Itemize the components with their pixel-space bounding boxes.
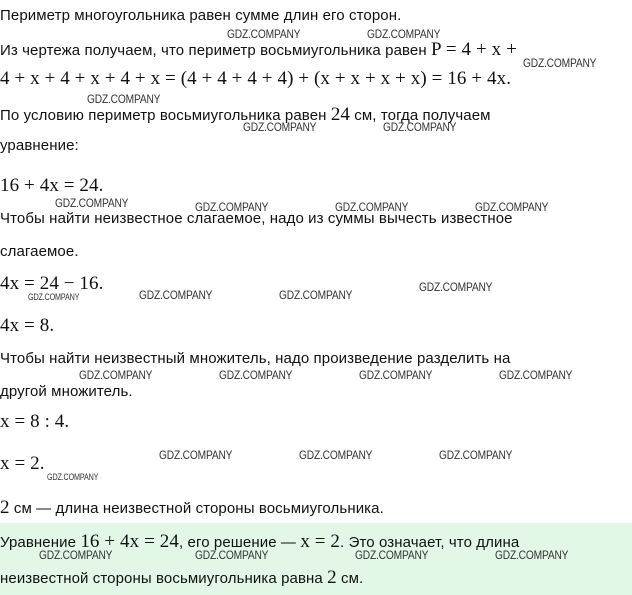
equation-4: x = 8 : 4. [0, 411, 70, 432]
answer-text-4: неизвестной стороны восьмиугольника равна [0, 570, 323, 587]
watermark: GDZ.COMPANY [243, 120, 317, 134]
equation-2: 4x = 24 − 16. [0, 273, 104, 294]
text-line-4b: см, тогда получаем [354, 107, 491, 124]
text-line-9: другой множитель. [0, 383, 133, 400]
number-24: 24 [330, 104, 351, 125]
watermark: GDZ.COMPANY [227, 27, 301, 41]
answer-text-3: . Это означает, что длина [340, 534, 520, 551]
answer-text-2: , его решение — [178, 534, 297, 551]
answer-number: 2 [327, 567, 337, 588]
watermark: GDZ.COMPANY [79, 368, 153, 382]
equation-3: 4x = 8. [0, 315, 55, 336]
watermark: GDZ.COMPANY [28, 292, 80, 302]
number-2: 2 [0, 497, 10, 518]
formula-perimeter: 4 + x + 4 + x + 4 + x = (4 + 4 + 4 + 4) + (x + x + x + x) = 16 + 4x. [0, 68, 512, 89]
watermark: GDZ.COMPANY [499, 368, 573, 382]
watermark: GDZ.COMPANY [419, 280, 493, 294]
text-line-6: Чтобы найти неизвестное слагаемое, надо из суммы вычесть известное [0, 210, 513, 227]
watermark: GDZ.COMPANY [367, 27, 441, 41]
watermark: GDZ.COMPANY [39, 548, 113, 562]
answer-line-2 [0, 567, 363, 589]
watermark: GDZ.COMPANY [359, 368, 433, 382]
text-line-10 [0, 497, 384, 519]
watermark: GDZ.COMPANY [439, 448, 513, 462]
watermark: GDZ.COMPANY [195, 548, 269, 562]
text-line-10-text: см — длина неизвестной стороны восьмиугольника. [13, 500, 384, 517]
answer-text-1: Уравнение [0, 534, 77, 551]
text-line-2 [0, 39, 517, 61]
watermark: GDZ.COMPANY [523, 56, 597, 70]
text-line-4a: По условию периметр восьмиугольника равен [0, 107, 327, 124]
watermark: GDZ.COMPANY [383, 120, 457, 134]
text-line-2-text: Из чертежа получаем, что периметр восьмиугольника равен [0, 42, 427, 59]
answer-solution: x = 2 [300, 531, 341, 552]
watermark: GDZ.COMPANY [55, 196, 129, 210]
formula-perimeter-start: P = 4 + x + [431, 39, 517, 60]
watermark: GDZ.COMPANY [219, 368, 293, 382]
watermark: GDZ.COMPANY [495, 548, 569, 562]
watermark: GDZ.COMPANY [299, 448, 373, 462]
answer-equation: 16 + 4x = 24 [80, 531, 179, 552]
watermark: GDZ.COMPANY [87, 92, 161, 106]
watermark: GDZ.COMPANY [279, 288, 353, 302]
watermark: GDZ.COMPANY [139, 288, 213, 302]
watermark: GDZ.COMPANY [195, 200, 269, 214]
answer-text-5: см. [341, 570, 364, 587]
equation-5: x = 2. [0, 453, 45, 474]
text-line-7: слагаемое. [0, 243, 79, 260]
watermark: GDZ.COMPANY [47, 472, 99, 482]
watermark: GDZ.COMPANY [335, 200, 409, 214]
text-line-8: Чтобы найти неизвестный множитель, надо произведение разделить на [0, 350, 511, 367]
equation-1: 16 + 4x = 24. [0, 175, 104, 196]
watermark: GDZ.COMPANY [475, 200, 549, 214]
text-line-1: Периметр многоугольника равен сумме длин его сторон. [0, 7, 402, 24]
watermark: GDZ.COMPANY [159, 448, 233, 462]
text-line-5: уравнение: [0, 137, 79, 154]
watermark: GDZ.COMPANY [355, 548, 429, 562]
